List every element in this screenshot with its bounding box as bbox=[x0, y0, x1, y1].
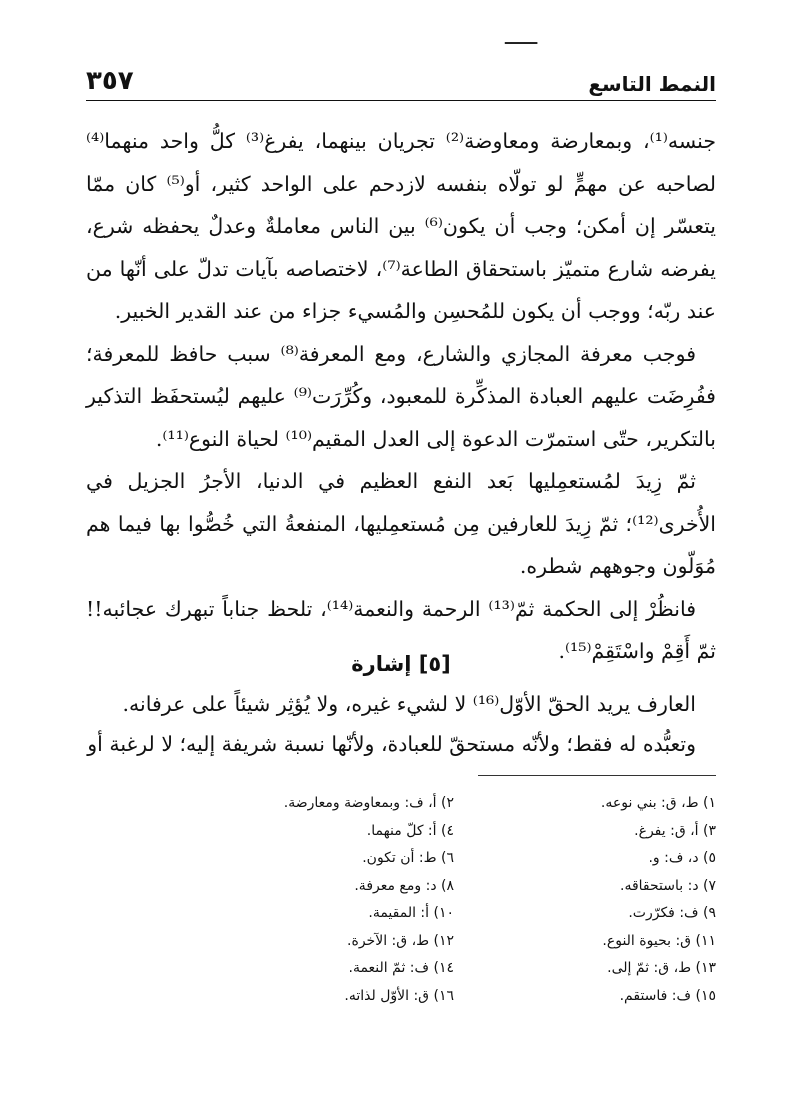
footnote: ١٣) ط، ق: ثمّ إلى. bbox=[607, 960, 716, 976]
paragraph: وتعبُّده له فقط؛ ولأنّه مستحقّ للعبادة، ولأنّها نسبة شريفة إليه؛ لا لرغبة أو bbox=[87, 732, 696, 756]
footnote: ٥) د، ف: و. bbox=[648, 850, 716, 866]
footnote: ٩) ف: فكرّرت. bbox=[628, 905, 716, 921]
paragraph: العارف يريد الحقّ الأوّل⁽¹⁶⁾ لا لشيء غيره، ولا يُؤثِر شيئاً على عرفانه. bbox=[122, 692, 696, 716]
page-header bbox=[86, 66, 716, 101]
footnote: ١٤) ف: ثمّ النعمة. bbox=[348, 960, 454, 976]
footnote: ١٥) ف: فاستقم. bbox=[619, 987, 716, 1004]
footnote-row bbox=[230, 845, 716, 873]
footnote: ٨) د: ومع معرفة. bbox=[354, 877, 454, 894]
footnote: ٧) د: باستحقاقه. bbox=[620, 877, 716, 894]
footnote: ١٠) أ: المقيمة. bbox=[368, 905, 454, 921]
footnote-row bbox=[230, 983, 716, 1011]
footnote-row bbox=[230, 790, 716, 818]
section-text bbox=[86, 684, 716, 764]
footnote: ٢) أ، ف: وبمعاوضة ومعارضة. bbox=[283, 795, 454, 811]
paragraph: جنسه⁽¹⁾، وبمعارضة ومعاوضة⁽²⁾ تجريان بينهما، يفرغ⁽³⁾ كلُّ واحد منهما⁽⁴⁾ لصاحبه عن مهمٍّ لو تولّاه بنفسه لازدحم على الواحد كثير، أو⁽⁵⁾ كان ممّا يتعسّر إن أمكن؛ وجب أن يكون⁽⁶⁾ بين الناس معاملةٌ وعدلٌ يحفظه شرع، يفرضه شارع متميّز باستحقاق الطاعة⁽⁷⁾، لاختصاصه بآيات تدلّ على أنّها من عند ربّه؛ ووجب أن يكون للمُحسِن والمُسيء جزاء من عند القدير الخبير. bbox=[86, 129, 716, 323]
footnote-row bbox=[230, 928, 716, 956]
page-number: ٣٥٧ bbox=[86, 66, 134, 96]
footnote: ١١) ق: بحيوة النوع. bbox=[602, 932, 716, 949]
running-title: النمط التاسع bbox=[588, 72, 716, 96]
section-heading: [٥] إشارة bbox=[351, 652, 451, 676]
top-mark: ـــــ bbox=[505, 25, 538, 50]
footnote-row bbox=[230, 900, 716, 928]
footnote: ١) ط، ق: بني نوعه. bbox=[600, 795, 716, 811]
footnote-divider bbox=[478, 775, 716, 776]
footnote: ١٦) ق: الأوّل لذاته. bbox=[344, 987, 454, 1004]
footnote: ١٢) ط، ق: الآخرة. bbox=[347, 932, 454, 949]
footnotes bbox=[230, 790, 716, 1010]
footnote-row bbox=[230, 818, 716, 846]
footnote-row bbox=[230, 955, 716, 983]
paragraph: فانظُرْ إلى الحكمة ثمّ⁽¹³⁾ الرحمة والنعمة⁽¹⁴⁾، تلحظ جناباً تبهرك عجائبه!! ثمّ أَقِمْ واسْتَقِمْ⁽¹⁵⁾. bbox=[86, 596, 716, 663]
footnote: ٦) ط: أن تكون. bbox=[362, 850, 454, 866]
paragraph: ثمّ زِيدَ لمُستعمِليها بَعد النفع العظيم في الدنيا، الأجرُ الجزيل في الأُخرى⁽¹²⁾؛ ثمّ زِيدَ للعارفين مِن مُستعمِليها، المنفعةُ التي خُصُّوا بها فيما هم مُوَلّون وجوههم شطره. bbox=[86, 469, 716, 578]
footnote: ٤) أ: كلّ منهما. bbox=[366, 822, 454, 839]
footnote-row bbox=[230, 873, 716, 901]
footnote: ٣) أ، ق: يفرغ. bbox=[634, 822, 716, 839]
paragraph: فوجب معرفة المجازي والشارع، ومع المعرفة⁽⁸⁾ سبب حافظ للمعرفة؛ ففُرِضَت عليهم العبادة المذكِّرة للمعبود، وكُرِّرَت⁽⁹⁾ عليهم ليُستحفَظ التذكير بالتكرير، حتّى استمرّت الدعوة إلى العدل المقيم⁽¹⁰⁾ لحياة النوع⁽¹¹⁾. bbox=[86, 341, 716, 451]
main-text bbox=[86, 120, 716, 673]
